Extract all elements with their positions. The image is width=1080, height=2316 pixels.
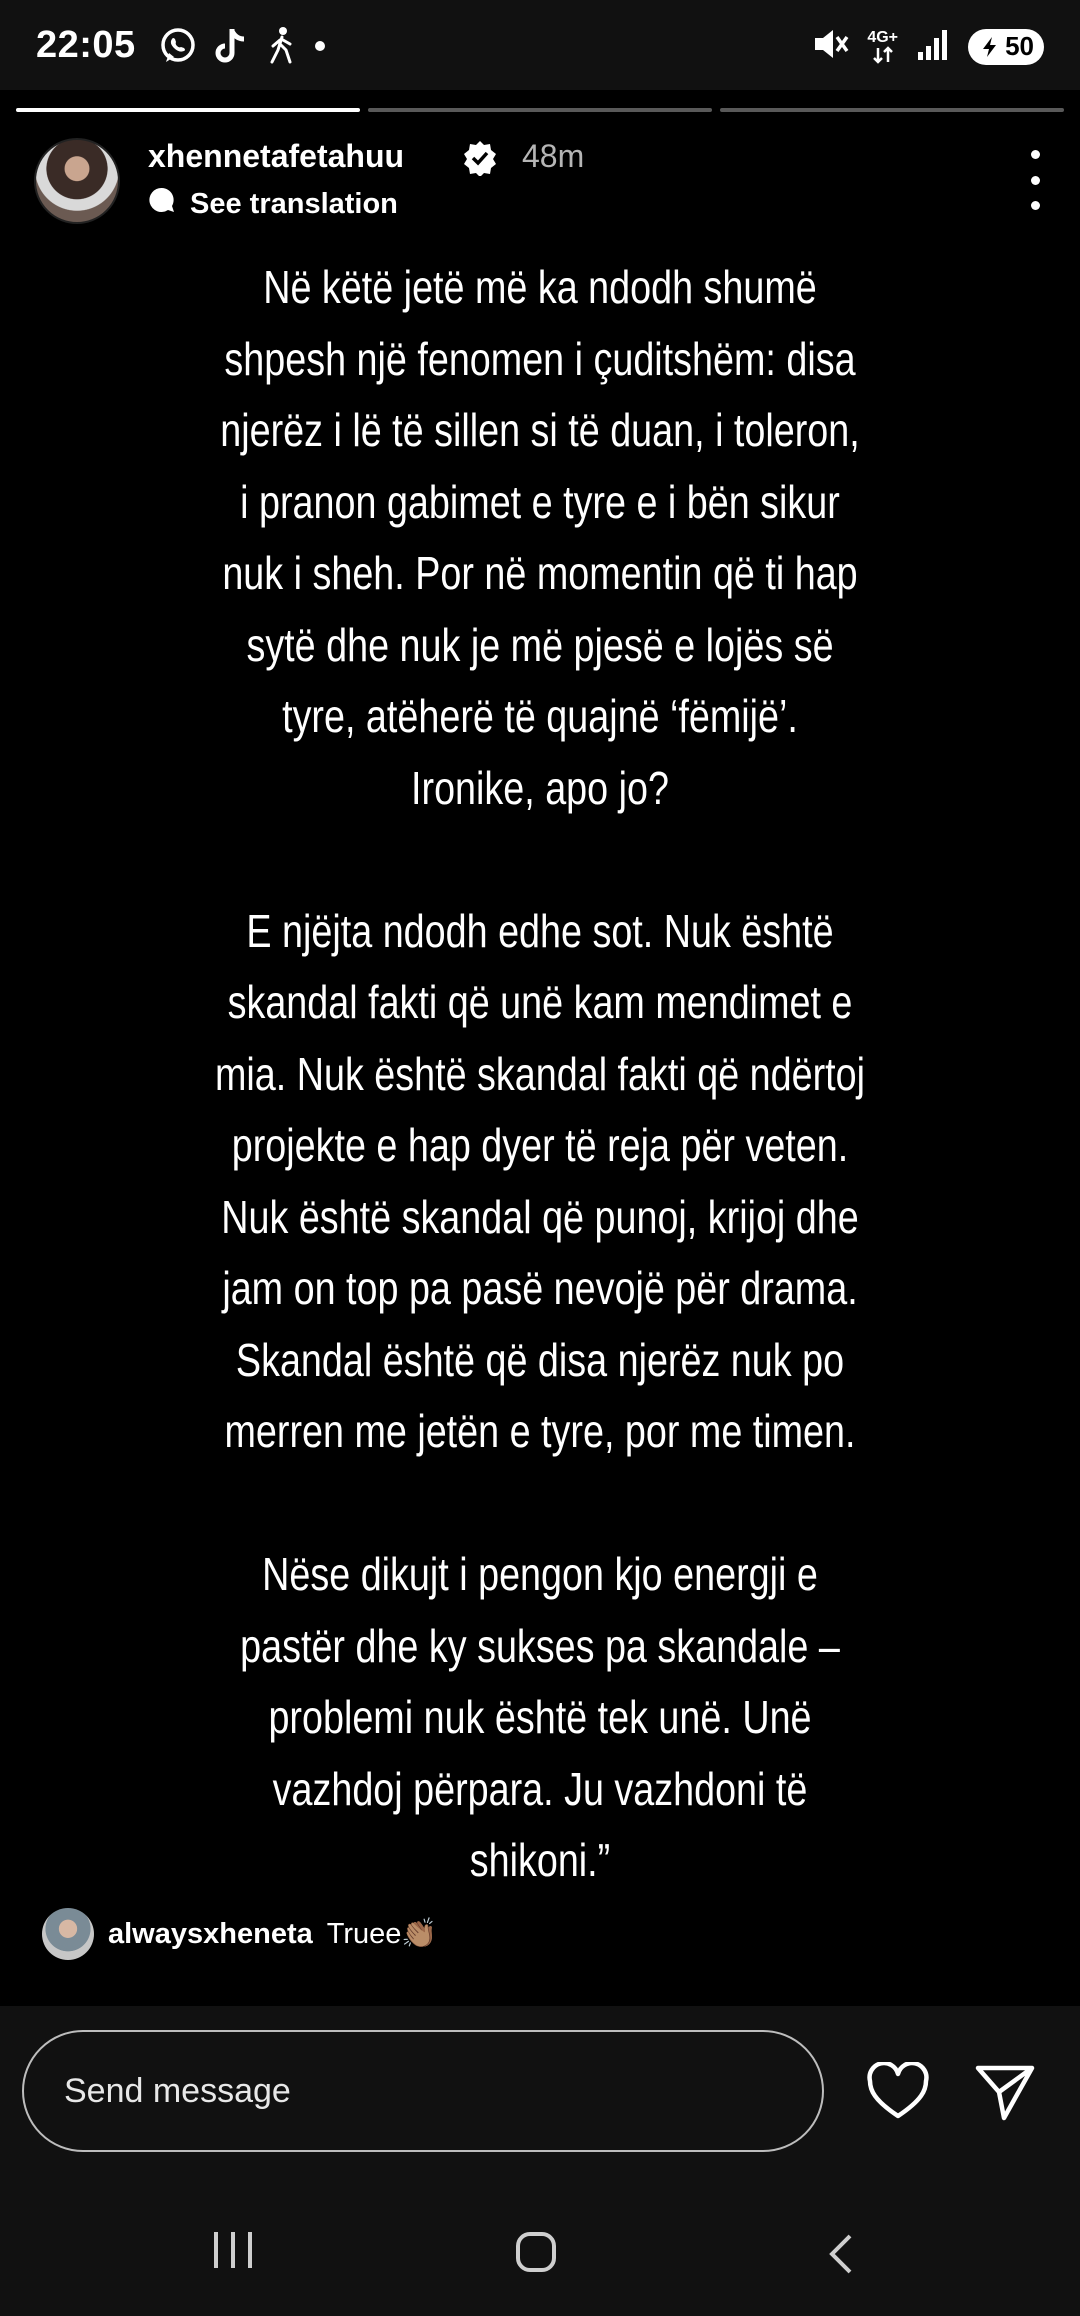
story-text-line: i pranon gabimet e tyre e i bën sikur [240, 475, 840, 528]
progress-segment [368, 108, 712, 112]
story-text-line: tyre, atëherë të quajnë ‘fëmijë’. [282, 690, 798, 742]
story-time-ago: 48m [522, 138, 585, 174]
send-message-input[interactable]: Send message [22, 2030, 824, 2152]
story-text-line: shpesh një fenomen i çuditshëm: disa [224, 332, 856, 385]
story-text-spacer [163, 1468, 917, 1540]
signal-icon [916, 26, 950, 67]
story-text-line: sytë dhe nuk je më pjesë e lojës së [246, 618, 834, 671]
story-text-line: njerëz i lë të sillen si të duan, i toleron, [220, 404, 860, 456]
heart-icon[interactable] [866, 2062, 930, 2127]
progress-segment [720, 108, 1064, 112]
status-bar [0, 0, 1080, 90]
story-text-line: pastër dhe ky sukses pa skandale – [240, 1619, 840, 1672]
more-options-icon[interactable] [1020, 150, 1050, 210]
story-text [80, 252, 1000, 1897]
story-text-spacer [163, 824, 917, 896]
see-translation-label: See translation [190, 187, 398, 220]
story-text-line: Në këtë jetë më ka ndodh shumë [263, 261, 817, 313]
story-progress [16, 108, 1064, 112]
story-text-line: Nëse dikujt i pengon kjo energji e [262, 1548, 818, 1600]
battery-icon [968, 29, 1044, 65]
reply-avatar [42, 1908, 94, 1960]
recent-apps-icon[interactable] [214, 2232, 252, 2268]
system-icons [811, 24, 1044, 69]
whatsapp-icon [158, 26, 198, 71]
story-text-line: projekte e hap dyer të reja për veten. [231, 1119, 849, 1171]
network-4g-icon [867, 30, 898, 64]
story-text-line: E njëjta ndodh edhe sot. Nuk është [246, 904, 834, 957]
back-icon[interactable] [826, 2232, 856, 2281]
send-icon[interactable] [974, 2062, 1036, 2127]
system-nav-bar [0, 2186, 1080, 2316]
story-text-line: shikoni.” [469, 1834, 611, 1886]
status-time: 22:05 [36, 24, 136, 66]
mute-icon [811, 24, 849, 69]
story-text-line: Skandal është që disa njerëz nuk po [235, 1333, 845, 1386]
story-text-line: problemi nuk është tek unë. Unë [268, 1691, 812, 1743]
story-text-line: Nuk është skandal që punoj, krijoj dhe [221, 1190, 859, 1243]
story-text-line: mia. Nuk është skandal fakti që ndërtoj [215, 1047, 865, 1100]
reply-preview[interactable] [42, 1908, 438, 1960]
story-username[interactable]: xhennetafetahuu [148, 138, 405, 174]
story-text-line: skandal fakti që unë kam mendimet e [227, 976, 853, 1028]
walking-person-icon [266, 26, 296, 71]
progress-fill [16, 108, 360, 112]
home-icon[interactable] [516, 2232, 556, 2272]
progress-segment [16, 108, 360, 112]
battery-level: 50 [1005, 31, 1034, 61]
verified-badge-icon [462, 140, 498, 181]
dot-icon [312, 26, 328, 71]
avatar[interactable] [34, 138, 120, 224]
story-text-line: jam on top pa pasë nevojë për drama. [222, 1262, 858, 1314]
message-composer [0, 2006, 1080, 2186]
story-text-line: Ironike, apo jo? [411, 761, 669, 814]
translate-icon [148, 186, 176, 222]
story-text-line: merren me jetën e tyre, por me timen. [224, 1405, 856, 1457]
reply-username: alwaysxheneta [108, 1917, 313, 1950]
tiktok-icon [214, 26, 250, 71]
story-viewer[interactable] [0, 90, 1080, 2006]
notification-icons [158, 26, 328, 71]
story-text-line: vazhdoj përpara. Ju vazhdoni të [272, 1762, 808, 1815]
network-label: 4G+ [867, 28, 898, 46]
story-text-line: nuk i sheh. Por në momentin që ti hap [222, 547, 858, 599]
see-translation-button[interactable] [148, 186, 398, 222]
reply-text: Truee👏🏽 [326, 1918, 438, 1950]
